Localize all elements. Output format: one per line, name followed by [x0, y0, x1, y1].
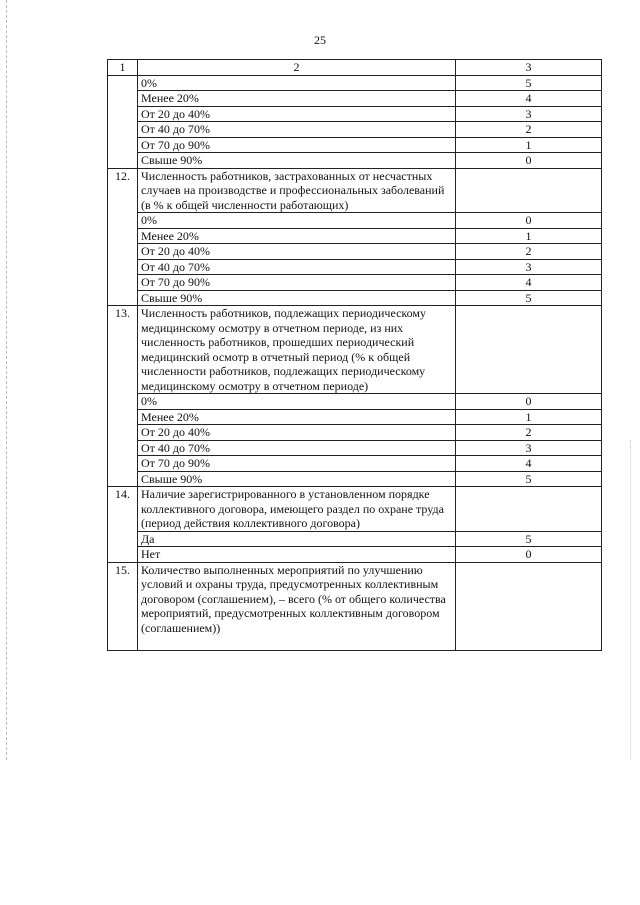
option-label: Нет — [138, 547, 456, 563]
section-title-row — [108, 487, 602, 532]
option-label: От 70 до 90% — [138, 456, 456, 472]
header-col-3: 3 — [456, 60, 602, 76]
section-number: 15. — [108, 562, 138, 650]
option-row — [108, 153, 602, 169]
option-label: От 40 до 70% — [138, 259, 456, 275]
option-row — [108, 425, 602, 441]
section-number — [108, 75, 138, 168]
option-score: 3 — [456, 106, 602, 122]
section-title-score — [456, 487, 602, 532]
option-score: 0 — [456, 394, 602, 410]
option-label: От 40 до 70% — [138, 440, 456, 456]
option-row — [108, 471, 602, 487]
option-label: От 40 до 70% — [138, 122, 456, 138]
option-row — [108, 259, 602, 275]
option-row — [108, 440, 602, 456]
option-row — [108, 394, 602, 410]
option-label: Свыше 90% — [138, 471, 456, 487]
option-label: От 20 до 40% — [138, 425, 456, 441]
criteria-table — [107, 59, 602, 651]
section-title-score — [456, 168, 602, 213]
option-label: От 20 до 40% — [138, 244, 456, 260]
page-number: 25 — [314, 33, 326, 47]
option-score: 2 — [456, 244, 602, 260]
option-label: Менее 20% — [138, 228, 456, 244]
option-label: Да — [138, 531, 456, 547]
option-score: 4 — [456, 456, 602, 472]
option-label: Менее 20% — [138, 409, 456, 425]
option-score: 4 — [456, 275, 602, 291]
criteria-table-body — [108, 60, 602, 651]
option-score: 4 — [456, 91, 602, 107]
option-label: 0% — [138, 213, 456, 229]
section-title-score — [456, 306, 602, 394]
option-score: 1 — [456, 409, 602, 425]
option-score: 5 — [456, 471, 602, 487]
option-score: 3 — [456, 259, 602, 275]
option-label: Менее 20% — [138, 91, 456, 107]
option-row — [108, 106, 602, 122]
section-title-row — [108, 562, 602, 650]
option-row — [108, 244, 602, 260]
option-score: 0 — [456, 547, 602, 563]
option-label: От 70 до 90% — [138, 275, 456, 291]
option-score: 0 — [456, 213, 602, 229]
option-row — [108, 531, 602, 547]
option-score: 5 — [456, 531, 602, 547]
option-score: 2 — [456, 122, 602, 138]
section-title-row — [108, 168, 602, 213]
option-row — [108, 75, 602, 91]
option-row — [108, 228, 602, 244]
section-number: 13. — [108, 306, 138, 487]
option-score: 2 — [456, 425, 602, 441]
option-row — [108, 409, 602, 425]
section-title: Количество выполненных мероприятий по улучшению условий и охраны труда, предусмотренных коллективным договором (соглашением), – всего (% от общего количества мероприятий, предусмотренных коллективным договором (соглашением)) — [138, 562, 456, 650]
option-score: 5 — [456, 75, 602, 91]
scan-edge-left — [6, 0, 8, 760]
table-header-row — [108, 60, 602, 76]
header-col-1: 1 — [108, 60, 138, 76]
option-score: 1 — [456, 137, 602, 153]
option-row — [108, 456, 602, 472]
option-row — [108, 275, 602, 291]
option-row — [108, 547, 602, 563]
option-row — [108, 213, 602, 229]
option-row — [108, 122, 602, 138]
section-number: 14. — [108, 487, 138, 563]
header-col-2: 2 — [138, 60, 456, 76]
scan-edge-right — [630, 440, 632, 760]
section-title: Численность работников, застрахованных от несчастных случаев на производстве и профессиональных заболеваний (в % к общей численности работающих) — [138, 168, 456, 213]
option-label: 0% — [138, 394, 456, 410]
option-score: 0 — [456, 153, 602, 169]
section-title-score — [456, 562, 602, 650]
section-title-row — [108, 306, 602, 394]
option-score: 5 — [456, 290, 602, 306]
option-label: Свыше 90% — [138, 153, 456, 169]
option-score: 1 — [456, 228, 602, 244]
option-label: 0% — [138, 75, 456, 91]
option-label: От 20 до 40% — [138, 106, 456, 122]
section-title: Численность работников, подлежащих периодическому медицинскому осмотру в отчетном периоде, из них численность работников, прошедших периодический медицинский осмотр в отчетный период (% к общей численности работников, подлежащих периодическому медицинскому осмотру в отчетном периоде) — [138, 306, 456, 394]
option-row — [108, 91, 602, 107]
section-number: 12. — [108, 168, 138, 306]
option-label: Свыше 90% — [138, 290, 456, 306]
option-row — [108, 137, 602, 153]
section-title: Наличие зарегистрированного в установленном порядке коллективного договора, имеющего раздел по охране труда (период действия коллективного договора) — [138, 487, 456, 532]
option-label: От 70 до 90% — [138, 137, 456, 153]
option-score: 3 — [456, 440, 602, 456]
option-row — [108, 290, 602, 306]
